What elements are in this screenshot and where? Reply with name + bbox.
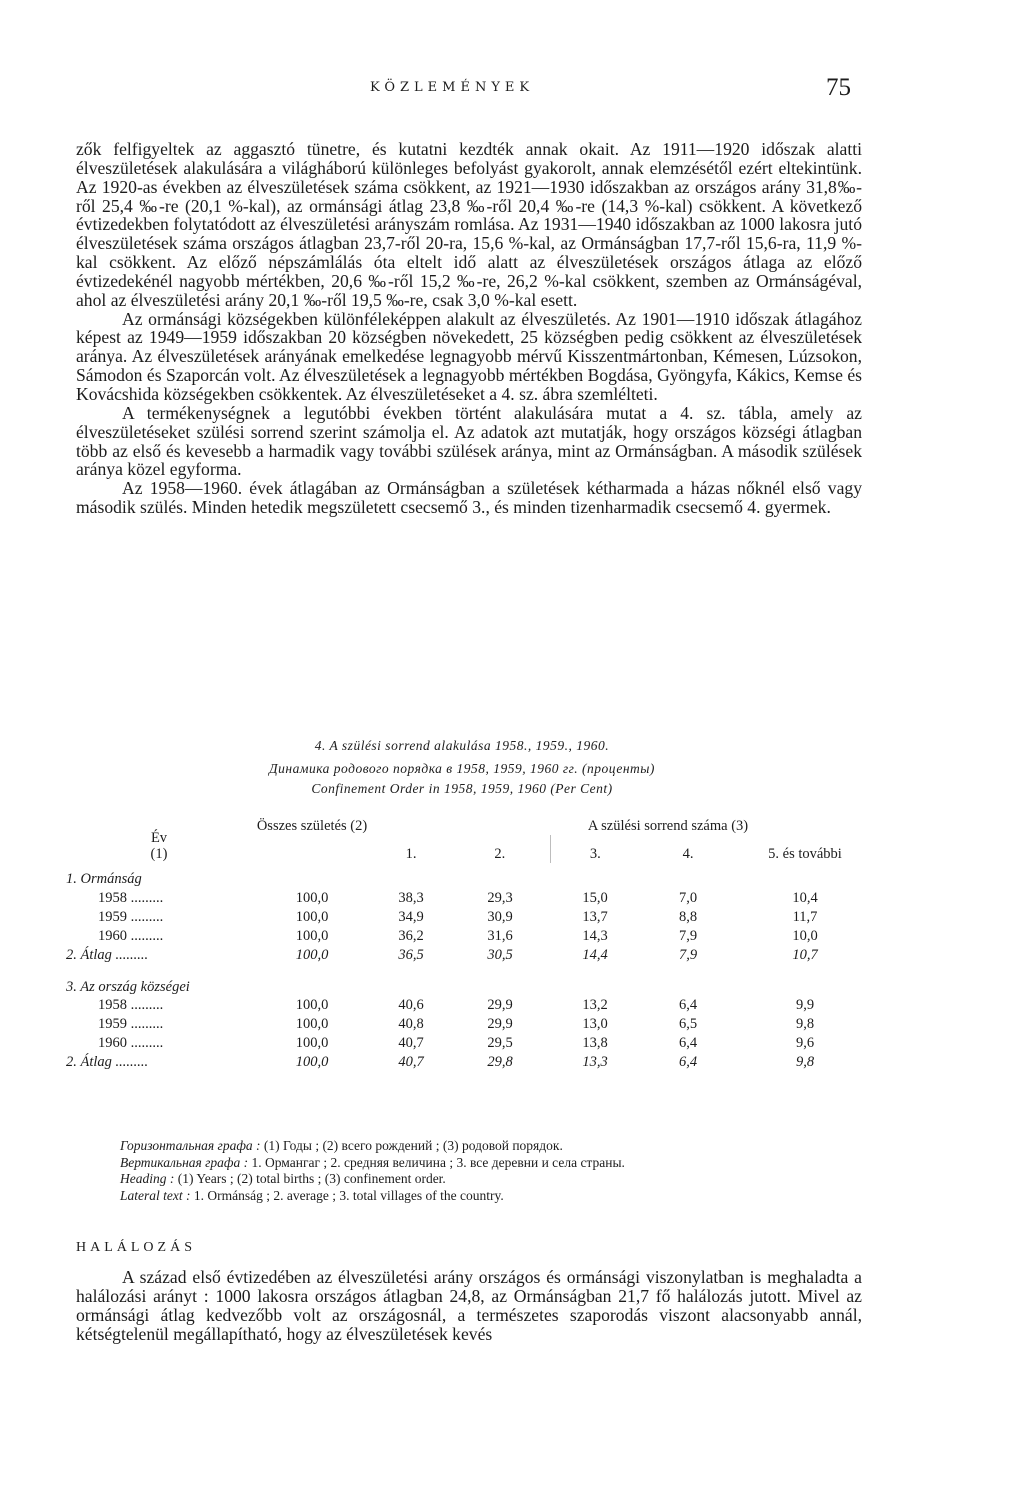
table-notes <box>120 1138 625 1204</box>
confinement-order-table <box>66 818 874 1073</box>
table-row: 1959 ......... 100,0 34,9 30,9 13,7 8,8 11,7 <box>98 909 818 925</box>
header-col-1: 1. <box>405 846 417 862</box>
table-caption-ru: Динамика родового порядка в 1958, 1959, 1960 гг. (проценты) <box>269 761 655 776</box>
table-row-average: 2. Átlag ......... 100,0 40,7 29,8 13,3 6,4 9,8 <box>66 1054 815 1070</box>
header-total: Összes születés (2) <box>256 818 368 834</box>
note-line: Lateral text : 1. Ormánság ; 2. average ; 3. total villages of the country. <box>120 1187 504 1203</box>
paragraph: A század első évtizedében az élveszületési arány országos és ormánsági viszonylatban is meghaladta a halálozási arányt : 1000 lakosra országos átlagban 24,8, az Ormánságban 21,7 fő halálozás jutott. Mivel az ormánsági átlag kedvezőbb volt az országosnál, a természetes szaporodás viszont alacsonyabb annál, kétségtelenül megállapítható, hogy az élveszületések kevés <box>76 1267 862 1344</box>
note-line: Горизонтальная графа : (1) Годы ; (2) всего рождений ; (3) родовой порядок. <box>120 1138 563 1153</box>
table-row-average: 2. Átlag ......... 100,0 36,5 30,5 14,4 7,9 10,7 <box>66 947 818 963</box>
table-caption-hu: 4. A szülési sorrend alakulása 1958., 1959., 1960. <box>314 738 610 753</box>
table-row: 1960 ......... 100,0 36,2 31,6 14,3 7,9 10,0 <box>98 928 818 944</box>
body-text-bottom <box>76 1268 862 1343</box>
running-header <box>0 74 1024 110</box>
table-caption-en: Confinement Order in 1958, 1959, 1960 (Per Cent) <box>311 781 613 796</box>
body-text-top <box>76 140 862 517</box>
table-row: 1959 ......... 100,0 40,8 29,9 13,0 6,5 9,8 <box>98 1016 815 1032</box>
header-col-3: 3. <box>550 835 640 863</box>
table-row: 1958 ......... 100,0 38,3 29,3 15,0 7,0 10,4 <box>98 890 818 906</box>
header-col-4: 4. <box>682 846 694 862</box>
table-row: 1960 ......... 100,0 40,7 29,5 13,8 6,4 9,6 <box>98 1035 815 1051</box>
paragraph: A termékenységnek a legutóbbi években történt alakulására mutat a 4. sz. tábla, amely az élveszületéseket szülési sorrend szerint számolja el. Az adatok azt mutatják, hogy országos községi átlagban több az első és kevesebb a harmadik vagy további szülések aránya, mint az Ormánságban. A második szülések aránya közel egyforma. <box>76 402 862 480</box>
note-line: Heading : (1) Years ; (2) total births ; (3) confinement order. <box>120 1171 446 1186</box>
table-row: 1958 ......... 100,0 40,6 29,9 13,2 6,4 9,9 <box>98 997 815 1013</box>
section-heading: HALÁLOZÁS <box>76 1240 196 1255</box>
header-year: Év (1) <box>150 830 168 862</box>
paragraph: Az ormánsági községekben különféleképpen alakult az élveszületés. Az 1901—1910 időszak átlagához képest az 1949—1959 időszakban 20 községben növekedett, 25 községben pedig csökkent az élveszületések aránya. Az élveszületések arányának emelkedése legnagyobb mérvű Kisszentmártonban, Kémesen, Lúzsokon, Sámodon és Szaporcán volt. Az élveszületések a legnagyobb mértékben Bogdása, Gyöngyfa, Kákics, Kemse és Kovácshida községekben csökkentek. Az élveszületéseket a 4. sz. ábra szemlélteti. <box>76 308 862 404</box>
paragraph: zők felfigyeltek az aggasztó tünetre, és kutatni kezdték annak okait. Az 1911—1920 időszak alatti élveszületések alakulására a világháború különleges befolyást gyakorolt, annak elemzésétől ezért eltekintünk. Az 1920-as években az élveszületések száma csökkent, az 1921—1930 időszakban az országos arány 31,8‰-ről 25,4 ‰-re (20,1 %-kal), az ormánsági átlag 23,8 ‰-ről 20,4 ‰-re (14,3 %-kal) csökkent. A következő évtizedekben folytatódott az élveszületési arányszám romlása. Az 1931—1940 időszakban az 1000 lakosra jutó élveszületések száma országos átlagban 23,7-ről 20-ra, 15,6 %-kal, az Ormánságban 17,7-ről 15,6-ra, 11,9 %-kal csökkent. Az előző népszámlálás óta eltelt idő alatt az élveszületések országos átlaga az előző évtizedekénél nagyobb mértékben, 20,6 ‰-ről 15,2 ‰-re, 26,2 %-kal csökkent, szemben az Ormánságéval, ahol az élveszületési arány 20,1 ‰-ről 19,5 ‰-re, csak 3,0 %-kal esett. <box>76 139 862 310</box>
paragraph: Az 1958—1960. évek átlagában az Ormánságban a születések kétharmada a házas nőknél első vagy második szülés. Minden hetedik megszületett csecsemő 3., és minden tizenharmadik csecsemő 4. gyermek. <box>76 478 862 518</box>
header-title: KÖZLEMÉNYEK <box>370 80 535 95</box>
page-number: 75 <box>826 74 851 101</box>
header-col-5: 5. és további <box>768 846 842 862</box>
header-col-2: 2. <box>494 846 506 862</box>
group-label: 1. Ormánság <box>66 871 142 887</box>
note-line: Вертикальная графа : 1. Ормангаг ; 2. средняя величина ; 3. все деревни и села страны. <box>120 1154 625 1170</box>
header-group: A szülési sorrend száma (3) <box>587 818 749 834</box>
group-label: 3. Az ország községei <box>66 979 190 995</box>
